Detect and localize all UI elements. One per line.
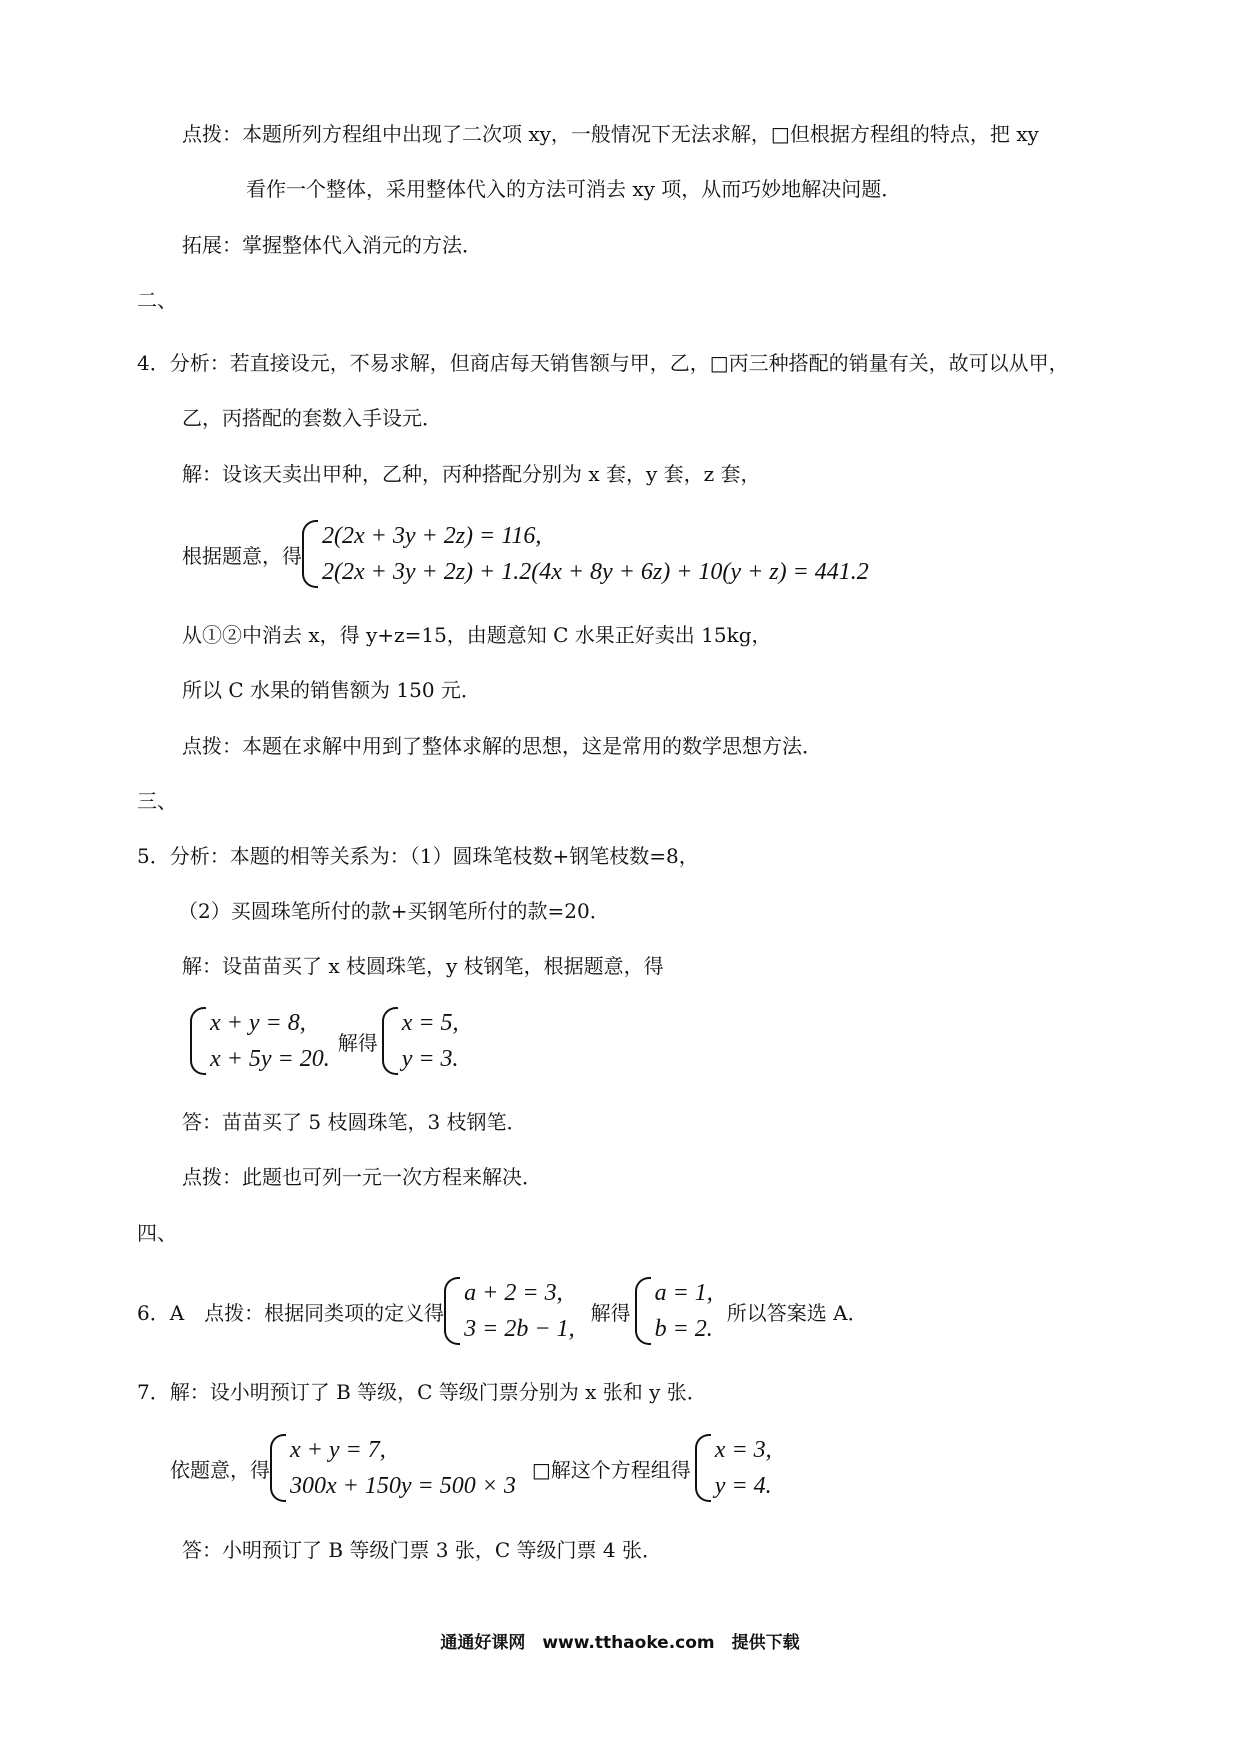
equation-row: 300x + 150y = 500 × 3 (290, 1473, 516, 1499)
equation-row: 3 = 2b − 1, (464, 1316, 575, 1342)
q4-elimination: 从①②中消去 x，得 y+z=15，由题意知 C 水果正好卖出 15kg， (182, 623, 772, 647)
q4-result: 所以 C 水果的销售额为 150 元． (182, 678, 481, 702)
equation-row: x = 3, (714, 1437, 772, 1463)
q4-analysis-line2: 乙，丙搭配的套数入手设元． (182, 406, 442, 430)
equation-row: x + y = 7, (290, 1437, 386, 1463)
q7-prefix: 依题意，得 (170, 1457, 270, 1482)
q4-equation-prefix: 根据题意，得 (182, 543, 302, 568)
q6-suffix: 所以答案选 A． (726, 1300, 868, 1325)
q3-hint-line2: 看作一个整体，采用整体代入的方法可消去 xy 项，从而巧妙地解决问题． (246, 177, 902, 201)
q7-equation-system (270, 1432, 516, 1504)
brace-icon (695, 1434, 711, 1502)
q5-hint: 点拨：此题也可列一元一次方程来解决． (182, 1165, 542, 1189)
footer-credit: 通通好课网 www.tthaoke.com 提供下载 (440, 1633, 800, 1653)
brace-icon (382, 1007, 398, 1075)
q4-solution-setup: 解：设该天卖出甲种，乙种，丙种搭配分别为 x 套，y 套，z 套， (182, 462, 761, 486)
q5-analysis-line1: 5．分析：本题的相等关系为：（1）圆珠笔枝数+钢笔枝数=8， (137, 844, 699, 868)
q4-hint: 点拨：本题在求解中用到了整体求解的思想，这是常用的数学思想方法． (182, 734, 822, 758)
q7-answer: 答：小明预订了 B 等级门票 3 张，C 等级门票 4 张． (182, 1538, 662, 1562)
q3-hint-line1: 点拨：本题所列方程组中出现了二次项 xy，一般情况下无法求解，□但根据方程组的特点，把 xy (182, 122, 1039, 146)
equation-row: 2(2x + 3y + 2z) = 116, (322, 523, 542, 549)
q6-equation-system (444, 1275, 574, 1347)
equation-row: x + y = 8, (210, 1010, 306, 1036)
brace-icon (444, 1277, 460, 1345)
q7-solve-label: □解这个方程组得 (531, 1457, 691, 1482)
section-heading-2: 二、 (137, 288, 177, 312)
q6-prefix: 6．A 点拨：根据同类项的定义得 (137, 1300, 445, 1325)
equation-row: y = 4. (714, 1473, 772, 1499)
q5-equation-system (190, 1005, 330, 1077)
q5-solution-system (382, 1005, 459, 1077)
equation-row: 2(2x + 3y + 2z) + 1.2(4x + 8y + 6z) + 10(y + z) = 441.2 (322, 559, 869, 585)
equation-row: a + 2 = 3, (464, 1280, 563, 1306)
q5-analysis-line2: （2）买圆珠笔所付的款+买钢笔所付的款=20． (178, 899, 610, 923)
q5-answer: 答：苗苗买了 5 枝圆珠笔，3 枝钢笔． (182, 1110, 527, 1134)
equation-row: x + 5y = 20. (210, 1046, 330, 1072)
q4-equation-system (302, 518, 869, 590)
q4-equation-block (182, 518, 869, 590)
brace-icon (302, 520, 318, 588)
brace-icon (190, 1007, 206, 1075)
q7-solution-setup: 7．解：设小明预订了 B 等级，C 等级门票分别为 x 张和 y 张． (137, 1380, 707, 1404)
q7-solution-system (695, 1432, 772, 1504)
brace-icon (635, 1277, 651, 1345)
equation-row: b = 2. (654, 1316, 713, 1342)
equation-row: y = 3. (401, 1046, 459, 1072)
q5-solution-setup: 解：设苗苗买了 x 枝圆珠笔，y 枝钢笔，根据题意，得 (182, 954, 664, 978)
section-heading-3: 三、 (137, 789, 177, 813)
section-heading-4: 四、 (137, 1221, 177, 1245)
q6-solve-label: 解得 (590, 1300, 631, 1325)
equation-row: x = 5, (401, 1010, 459, 1036)
q6-solution-system (635, 1275, 713, 1347)
q7-block (170, 1432, 772, 1504)
brace-icon (270, 1434, 286, 1502)
q6-block (137, 1275, 868, 1347)
q5-equation-block (190, 1005, 459, 1077)
equation-row: a = 1, (654, 1280, 713, 1306)
q4-analysis-line1: 4．分析：若直接设元，不易求解，但商店每天销售额与甲，乙，□丙三种搭配的销量有关，故可以从甲， (137, 351, 1069, 375)
q3-extension: 拓展：掌握整体代入消元的方法． (182, 233, 482, 257)
q5-solve-label: 解得 (337, 1030, 378, 1055)
